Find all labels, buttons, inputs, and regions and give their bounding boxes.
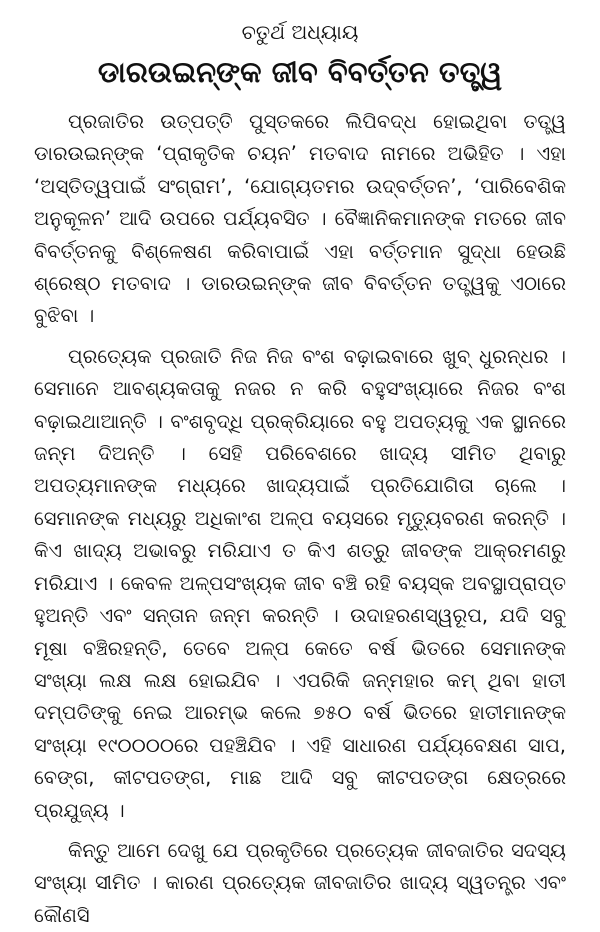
paragraph-2: ପ୍ରତ୍ୟେକ ପ୍ରଜାତି ନିଜ ନିଜ ବଂଶ ବଢ଼ାଇବାରେ ଖୁବ୍ ଧୁରନ୍ଧର । ସେମାନେ ଆବଶ୍ୟକତାକୁ ନଜର ନ କରି ବହୁସଂଖ୍ୟାରେ ନିଜର ବଂଶ ବଢ଼ାଇଥାଆନ୍ତି । ବଂଶବୃଦ୍ଧି ପ୍ରକ୍ରିୟାରେ ବହୁ ଅପତ୍ୟକୁ ଏକ ସ୍ଥାନରେ ଜନ୍ମ ଦିଅନ୍ତି । ସେହି ପରିବେଶରେ ଖାଦ୍ୟ ସୀମିତ ଥିବାରୁ ଅପତ୍ୟମାନଙ୍କ ମଧ୍ୟରେ ଖାଦ୍ୟପାଇଁ ପ୍ରତିଯୋଗିତା ଚାଲେ । ସେମାନଙ୍କ ମଧ୍ୟରୁ ଅଧିକାଂଶ ଅଳ୍ପ ବୟସରେ ମୃତ୍ୟୁବରଣ କରନ୍ତି । କିଏ ଖାଦ୍ୟ ଅଭାବରୁ ମରିଯାଏ ତ କିଏ ଶତ୍ରୁ ଜୀବଙ୍କ ଆକ୍ରମଣରୁ ମରିଯାଏ । କେବଳ ଅଳ୍ପସଂଖ୍ୟକ ଜୀବ ବଞ୍ଚି ରହି ବୟସ୍କ ଅବସ୍ଥାପ୍ରାପ୍ତ ହୁଅନ୍ତି ଏବଂ ସନ୍ତାନ ଜନ୍ମ କରନ୍ତି । ଉଦାହରଣସ୍ୱରୂପ, ଯଦି ସବୁ ମୂଷା ବଞ୍ଚିରହନ୍ତି, ତେବେ ଅଳ୍ପ କେତେ ବର୍ଷ ଭିତରେ ସେମାନଙ୍କ ସଂଖ୍ୟା ଲକ୍ଷ ଲକ୍ଷ ହୋଇଯିବ । ଏପରିକି ଜନ୍ମହାର କମ୍ ଥିବା ହାତୀ ଦମ୍ପତିଙ୍କୁ ନେଇ ଆରମ୍ଭ କଲେ ୭୫୦ ବର୍ଷ ଭିତରେ ହାତୀମାନଙ୍କ ସଂଖ୍ୟା ୧୯୦୦୦୦ରେ ପହଞ୍ଚିଯିବ । ଏହି ସାଧାରଣ ପର୍ଯ୍ୟବେକ୍ଷଣ ସାପ, ବେଙ୍ଗ, କୀଟପତଙ୍ଗ, ମାଛ ଆଦି ସବୁ କୀଟପତଙ୍ଗ କ୍ଷେତ୍ରରେ ପ୍ରଯୁଜ୍ୟ । <box>34 344 566 822</box>
paragraph-1: ପ୍ରଜାତିର ଉତ୍ପତ୍ତି ପୁସ୍ତକରେ ଲିପିବଦ୍ଧ ହୋଇଥିବା ତତ୍ତ୍ୱ ଡାରଉଇନ୍‌ଙ୍କ ‘ପ୍ରାକୃତିକ ଚୟନ’ ମତବାଦ ନାମରେ ଅଭିହିତ । ଏହା ‘ଅସ୍ତିତ୍ୱପାଇଁ ସଂଗ୍ରାମ’, ‘ଯୋଗ୍ୟତମର ଉଦ୍‌ବର୍ତ୍ତନ’, ‘ପାରିବେଶିକ ଅନୁକୂଳନ’ ଆଦି ଉପରେ ପର୍ଯ୍ୟବସିତ । ବୈଜ୍ଞାନିକମାନଙ୍କ ମତରେ ଜୀବ ବିବର୍ତ୍ତନକୁ ବିଶ୍ଳେଷଣ କରିବାପାଇଁ ଏହା ବର୍ତ୍ତମାନ ସୁଦ୍ଧା ହେଉଛି ଶ୍ରେଷ୍ଠ ମତବାଦ । ଡାରଉଇନ୍‌ଙ୍କ ଜୀବ ବିବର୍ତ୍ତନ ତତ୍ତ୍ୱକୁ ଏଠାରେ ବୁଝିବା । <box>34 110 566 328</box>
chapter-heading: ଚତୁର୍ଥ ଅଧ୍ୟାୟ <box>241 20 359 44</box>
chapter-title: ଡାରଉଇନ୍‌ଙ୍କ ଜୀବ ବିବର୍ତ୍ତନ ତତ୍ତ୍ୱ <box>97 55 503 89</box>
paragraph-3: କିନ୍ତୁ ଆମେ ଦେଖୁ ଯେ ପ୍ରକୃତିରେ ପ୍ରତ୍ୟେକ ଜୀବଜାତିର ସଦସ୍ୟ ସଂଖ୍ୟା ସୀମିତ । କାରଣ ପ୍ରତ୍ୟେକ ଜୀବଜାତିର ଖାଦ୍ୟ ସ୍ୱତନ୍ତ୍ର ଏବଂ କୌଣସି <box>34 838 566 927</box>
